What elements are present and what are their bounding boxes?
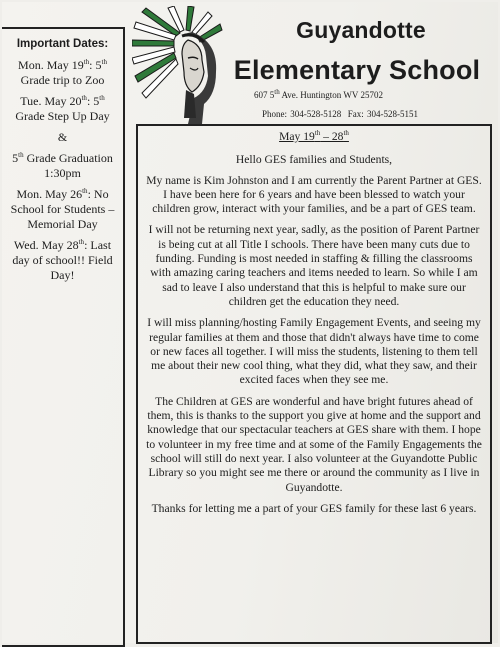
- date-item-memorial-day: Mon. May 26th: No School for Students – Memorial Day: [10, 187, 115, 231]
- date-item-ampersand: &: [57, 130, 68, 144]
- native-headdress-logo-icon: [132, 6, 224, 124]
- letter-paragraph: I will miss planning/hosting Family Engagement Events, and seeing my regular families at them and those that didn't always have time to come or new faces all together. I will miss the students, listening to them tell me about their new cool thing, what they did, what they saw, and their excited faces when they see me.: [147, 316, 481, 387]
- letter-paragraph: My name is Kim Johnston and I am currently the Parent Partner at GES. I have been here for 6 years and have been blessed to watch your children grow, interact with your families, and be a part of GES team.: [146, 173, 482, 216]
- school-address: 607 5th Ave. Huntington WV 25702: [254, 88, 383, 100]
- phone-number: Phone: 304-528-5128: [262, 109, 342, 119]
- letter-paragraph: The Children at GES are wonderful and have bright futures ahead of them, this is thanks to the support you give at home and the support and knowledge that our spectacular teachers at GES share with them. I hope to volunteer in my free time and at some of the Family Engagements the school will still do next year. I also volunteer at the Guyandotte Public Library so you might see me there or around the community as I live in Guyandotte.: [146, 394, 482, 494]
- fax-number: Fax: 304-528-5151: [347, 109, 418, 119]
- date-item-graduation: 5th Grade Graduation 1:30pm: [12, 151, 113, 180]
- school-name-line1: Guyandotte: [296, 17, 426, 43]
- important-dates-sidebar: [2, 27, 125, 647]
- school-name-line2: Elementary School: [233, 55, 481, 85]
- school-contact: [262, 109, 418, 119]
- date-item-step-up-day: Tue. May 20th: 5th Grade Step Up Day: [15, 94, 110, 123]
- letter-closing: Thanks for letting me a part of your GES family for these last 6 years.: [151, 501, 477, 515]
- date-item-zoo-trip: Mon. May 19th: 5th Grade trip to Zoo: [18, 58, 107, 87]
- letter-paragraph: I will not be returning next year, sadly, as the position of Parent Partner is being cut at all Title I schools. There have been many cuts due to funding. Funding is most needed in staffing & filling the classrooms with amazing caring teachers and items needed to learn. So while I am sad to leave I also understand that this is helpful to make sure our children get the education they need.: [148, 223, 480, 308]
- letter-greeting: Hello GES families and Students,: [235, 153, 393, 167]
- date-item-last-day: Wed. May 28th: Last day of school!! Field Day!: [12, 238, 113, 282]
- newsletter-page: [2, 2, 498, 643]
- letter-date: May 19th – 28th: [279, 129, 349, 143]
- school-name: [228, 10, 494, 90]
- sidebar-title: Important Dates:: [16, 38, 109, 50]
- letter-body: [136, 124, 492, 644]
